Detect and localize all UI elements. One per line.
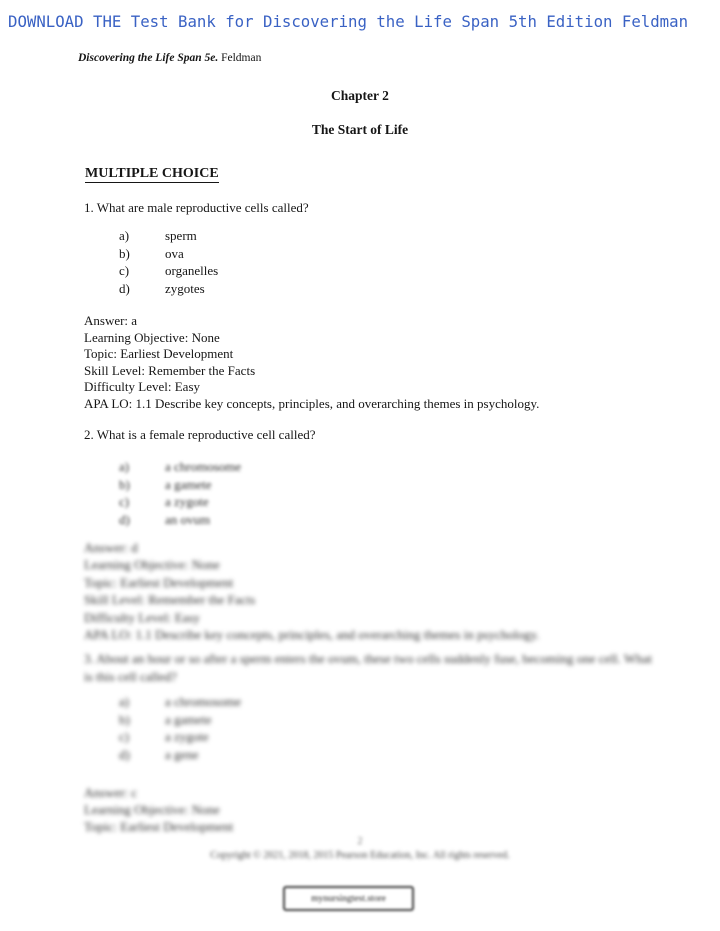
section-heading xyxy=(85,166,219,182)
option-letter: d) xyxy=(119,280,130,296)
option-text: a zygote xyxy=(165,729,209,744)
question-text-3: 3. About an hour or so after a sperm enters the ovum, these two cells suddenly fuse, becoming one cell. What is this cell called? xyxy=(84,651,653,684)
option-letter: c) xyxy=(119,263,130,278)
watermark-link-button[interactable] xyxy=(283,886,414,911)
answer-option xyxy=(119,245,218,263)
option-letter: d) xyxy=(119,511,130,527)
options-list-3 xyxy=(119,693,241,763)
meta-line: Answer: d xyxy=(84,540,138,555)
question-meta-2 xyxy=(84,539,684,643)
option-text: organelles xyxy=(165,263,219,278)
option-text: a gamete xyxy=(165,476,212,492)
option-letter: c) xyxy=(119,494,130,509)
question-meta-1 xyxy=(84,313,684,413)
meta-line: Topic: Earliest Development xyxy=(84,346,234,362)
option-letter: b) xyxy=(119,476,130,492)
option-letter: a) xyxy=(119,694,130,709)
answer-option xyxy=(119,693,241,711)
meta-line: Difficulty Level: Easy xyxy=(84,379,201,395)
meta-line: APA LO: 1.1 Describe key concepts, principles, and overarching themes in psychology. xyxy=(84,395,540,411)
meta-line: APA LO: 1.1 Describe key concepts, principles, and overarching themes in psychology. xyxy=(84,627,540,643)
option-text: ova xyxy=(165,245,184,261)
option-text: a chromosome xyxy=(165,459,242,474)
meta-line: Learning Objective: None xyxy=(84,802,220,818)
meta-line: Skill Level: Remember the Facts xyxy=(84,362,256,378)
answer-option xyxy=(119,511,241,529)
option-letter: a) xyxy=(119,459,130,474)
answer-option xyxy=(119,280,218,298)
question-text-1: 1. What are male reproductive cells called? xyxy=(84,200,309,215)
meta-line: Answer: a xyxy=(84,313,138,328)
option-letter: d) xyxy=(119,746,130,762)
page-number: 2 xyxy=(357,836,363,847)
option-text: sperm xyxy=(165,228,197,243)
option-text: an ovum xyxy=(165,511,211,527)
answer-option xyxy=(119,728,241,746)
meta-line: Skill Level: Remember the Facts xyxy=(84,592,256,608)
option-text: a gamete xyxy=(165,711,212,727)
option-text: a zygote xyxy=(165,494,209,509)
meta-line: Topic: Earliest Development xyxy=(84,574,234,590)
option-letter: b) xyxy=(119,711,130,727)
meta-line: Learning Objective: None xyxy=(84,329,220,345)
book-author: Feldman xyxy=(218,52,262,64)
chapter-title: The Start of Life xyxy=(311,122,409,137)
question-meta-3 xyxy=(84,784,684,836)
download-banner-link[interactable]: DOWNLOAD THE Test Bank for Discovering the Life Span 5th Edition Feldman xyxy=(8,12,689,31)
answer-option xyxy=(119,476,241,494)
meta-line: Difficulty Level: Easy xyxy=(84,609,201,625)
option-letter: a) xyxy=(119,228,130,243)
running-header xyxy=(78,51,261,65)
watermark-link-label: mynursingtest.store xyxy=(311,893,386,904)
option-text: a chromosome xyxy=(165,694,242,709)
options-list-2 xyxy=(119,458,241,528)
option-text: a gene xyxy=(165,746,199,762)
option-letter: c) xyxy=(119,729,130,744)
meta-line: Learning Objective: None xyxy=(84,557,220,573)
answer-option xyxy=(119,262,218,280)
answer-option xyxy=(119,458,241,476)
copyright-line: Copyright © 2021, 2018, 2015 Pearson Education, Inc. All rights reserved. xyxy=(210,850,510,861)
question-text-2: 2. What is a female reproductive cell called? xyxy=(84,427,316,442)
meta-line: Answer: c xyxy=(84,785,138,800)
answer-option xyxy=(119,746,241,764)
option-letter: b) xyxy=(119,245,130,261)
answer-option xyxy=(119,711,241,729)
chapter-label: Chapter 2 xyxy=(331,88,389,103)
option-text: zygotes xyxy=(165,280,205,296)
meta-line: Topic: Earliest Development xyxy=(84,819,234,835)
section-heading-text: MULTIPLE CHOICE xyxy=(85,166,219,181)
answer-option xyxy=(119,227,218,245)
answer-option xyxy=(119,493,241,511)
book-title: Discovering the Life Span 5e. xyxy=(78,52,219,64)
options-list-1 xyxy=(119,227,218,297)
